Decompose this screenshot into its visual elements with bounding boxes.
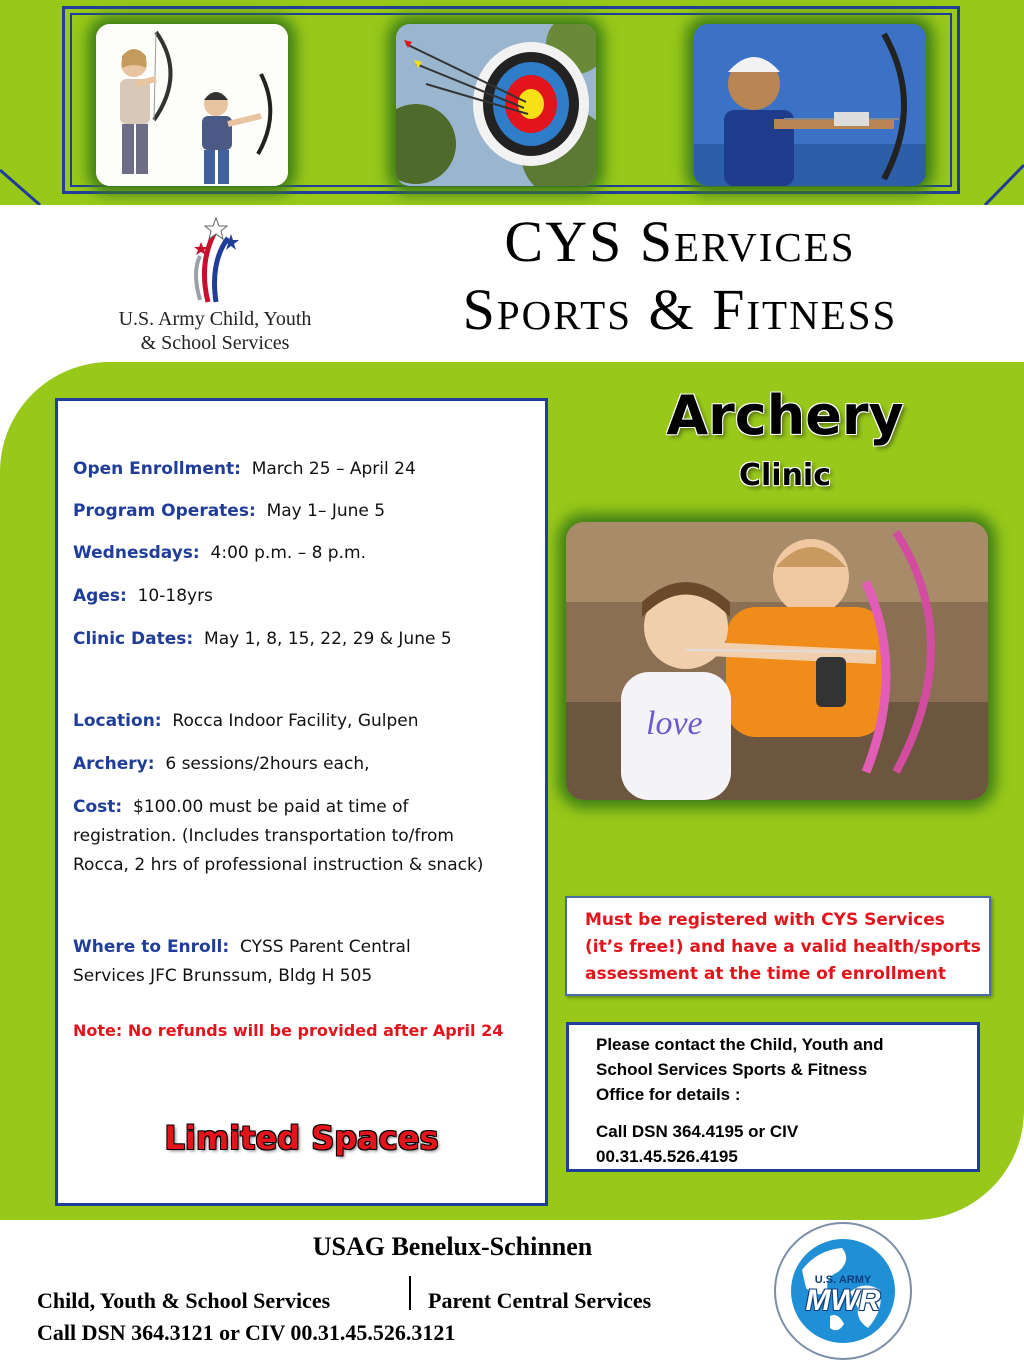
program-operates-label: Program Operates xyxy=(73,501,249,521)
logo-text-line2: & School Services xyxy=(140,332,290,354)
registration-line2: (it’s free!) and have a valid health/sports xyxy=(585,937,981,957)
wednesdays-value: 4:00 p.m. – 8 p.m. xyxy=(210,543,366,563)
contact-line2: School Services Sports & Fitness xyxy=(596,1060,868,1079)
wednesdays-row: Wednesdays: 4:00 p.m. – 8 p.m. xyxy=(73,543,366,563)
page-title-line1: CYS Services xyxy=(504,209,856,274)
kids-archery-photo xyxy=(96,24,288,186)
enroll-value-line1: CYSS Parent Central xyxy=(240,937,411,957)
footer-org-right: Parent Central Services xyxy=(428,1288,652,1313)
target-photo xyxy=(396,24,596,186)
contact-line1: Please contact the Child, Youth and xyxy=(596,1035,884,1054)
footer-org-left: Child, Youth & School Services xyxy=(37,1288,331,1313)
page-title-line2: Sports & Fitness xyxy=(462,277,898,342)
contact-line5: 00.31.45.526.4195 xyxy=(596,1147,738,1166)
limited-spaces-label: Limited Spaces xyxy=(164,1119,439,1157)
open-enrollment-value: March 25 – April 24 xyxy=(251,459,416,479)
footer-divider xyxy=(409,1276,411,1310)
footer-phone: Call DSN 364.3121 or CIV 00.31.45.526.3121 xyxy=(37,1320,456,1345)
registration-notice xyxy=(565,896,991,996)
cost-value-line3: Rocca, 2 hrs of professional instruction & snack) xyxy=(73,855,484,875)
cost-row: Cost: $100.00 must be paid at time of xyxy=(73,797,409,817)
location-value: Rocca Indoor Facility, Gulpen xyxy=(172,711,419,731)
info-box xyxy=(55,398,548,1206)
clinic-dates-label: Clinic Dates xyxy=(73,629,187,649)
ages-row: Ages: 10-18yrs xyxy=(73,586,213,606)
open-enrollment-label: Open Enrollment xyxy=(73,459,235,479)
cys-logo xyxy=(100,212,330,362)
enroll-label: Where to Enroll xyxy=(73,937,223,957)
clinic-dates-value: May 1, 8, 15, 22, 29 & June 5 xyxy=(204,629,452,649)
enroll-row: Where to Enroll: CYSS Parent Central xyxy=(73,937,411,957)
mwr-logo-line2: MWR xyxy=(805,1284,881,1317)
wednesdays-label: Wednesdays xyxy=(73,543,193,563)
cost-label: Cost xyxy=(73,797,116,817)
location-row: Location: Rocca Indoor Facility, Gulpen xyxy=(73,711,419,731)
refund-note: Note: No refunds will be provided after April 24 xyxy=(73,1021,504,1040)
girl-archery-photo xyxy=(566,522,988,800)
program-operates-value: May 1– June 5 xyxy=(266,501,386,521)
cost-value-line2: registration. (Includes transportation to/from xyxy=(73,826,454,846)
ages-label: Ages xyxy=(73,586,120,606)
enroll-value-line2: Services JFC Brunssum, Bldg H 505 xyxy=(73,966,373,986)
program-operates-row: Program Operates: May 1– June 5 xyxy=(73,501,386,521)
mwr-logo-line1: U.S. ARMY xyxy=(814,1274,872,1286)
stars-swoosh-icon xyxy=(100,212,330,312)
mwr-logo xyxy=(772,1220,914,1362)
cost-value-line1: $100.00 must be paid at time of xyxy=(133,797,409,817)
clinic-subheading: Clinic xyxy=(738,458,831,493)
mwr-ring-text xyxy=(742,1190,743,1191)
logo-text-line1: U.S. Army Child, Youth xyxy=(118,308,312,330)
location-label: Location xyxy=(73,711,155,731)
open-enrollment-row: Open Enrollment: March 25 – April 24 xyxy=(73,459,416,479)
ages-value: 10-18yrs xyxy=(137,586,213,606)
archer-photo xyxy=(694,24,926,186)
clinic-dates-row: Clinic Dates: May 1, 8, 15, 22, 29 & June 5 xyxy=(73,629,452,649)
contact-line3: Office for details : xyxy=(596,1085,741,1104)
contact-box xyxy=(566,1022,980,1172)
registration-line3: assessment at the time of enrollment xyxy=(585,964,946,984)
svg-text:love: love xyxy=(646,705,703,742)
archery-label: Archery xyxy=(73,754,148,774)
contact-line4: Call DSN 364.4195 or CIV xyxy=(596,1122,799,1141)
archery-heading: Archery xyxy=(666,384,904,447)
archery-row: Archery: 6 sessions/2hours each, xyxy=(73,754,370,774)
archery-value: 6 sessions/2hours each, xyxy=(165,754,370,774)
registration-line1: Must be registered with CYS Services xyxy=(585,910,945,930)
garrison-name: USAG Benelux-Schinnen xyxy=(312,1232,593,1261)
